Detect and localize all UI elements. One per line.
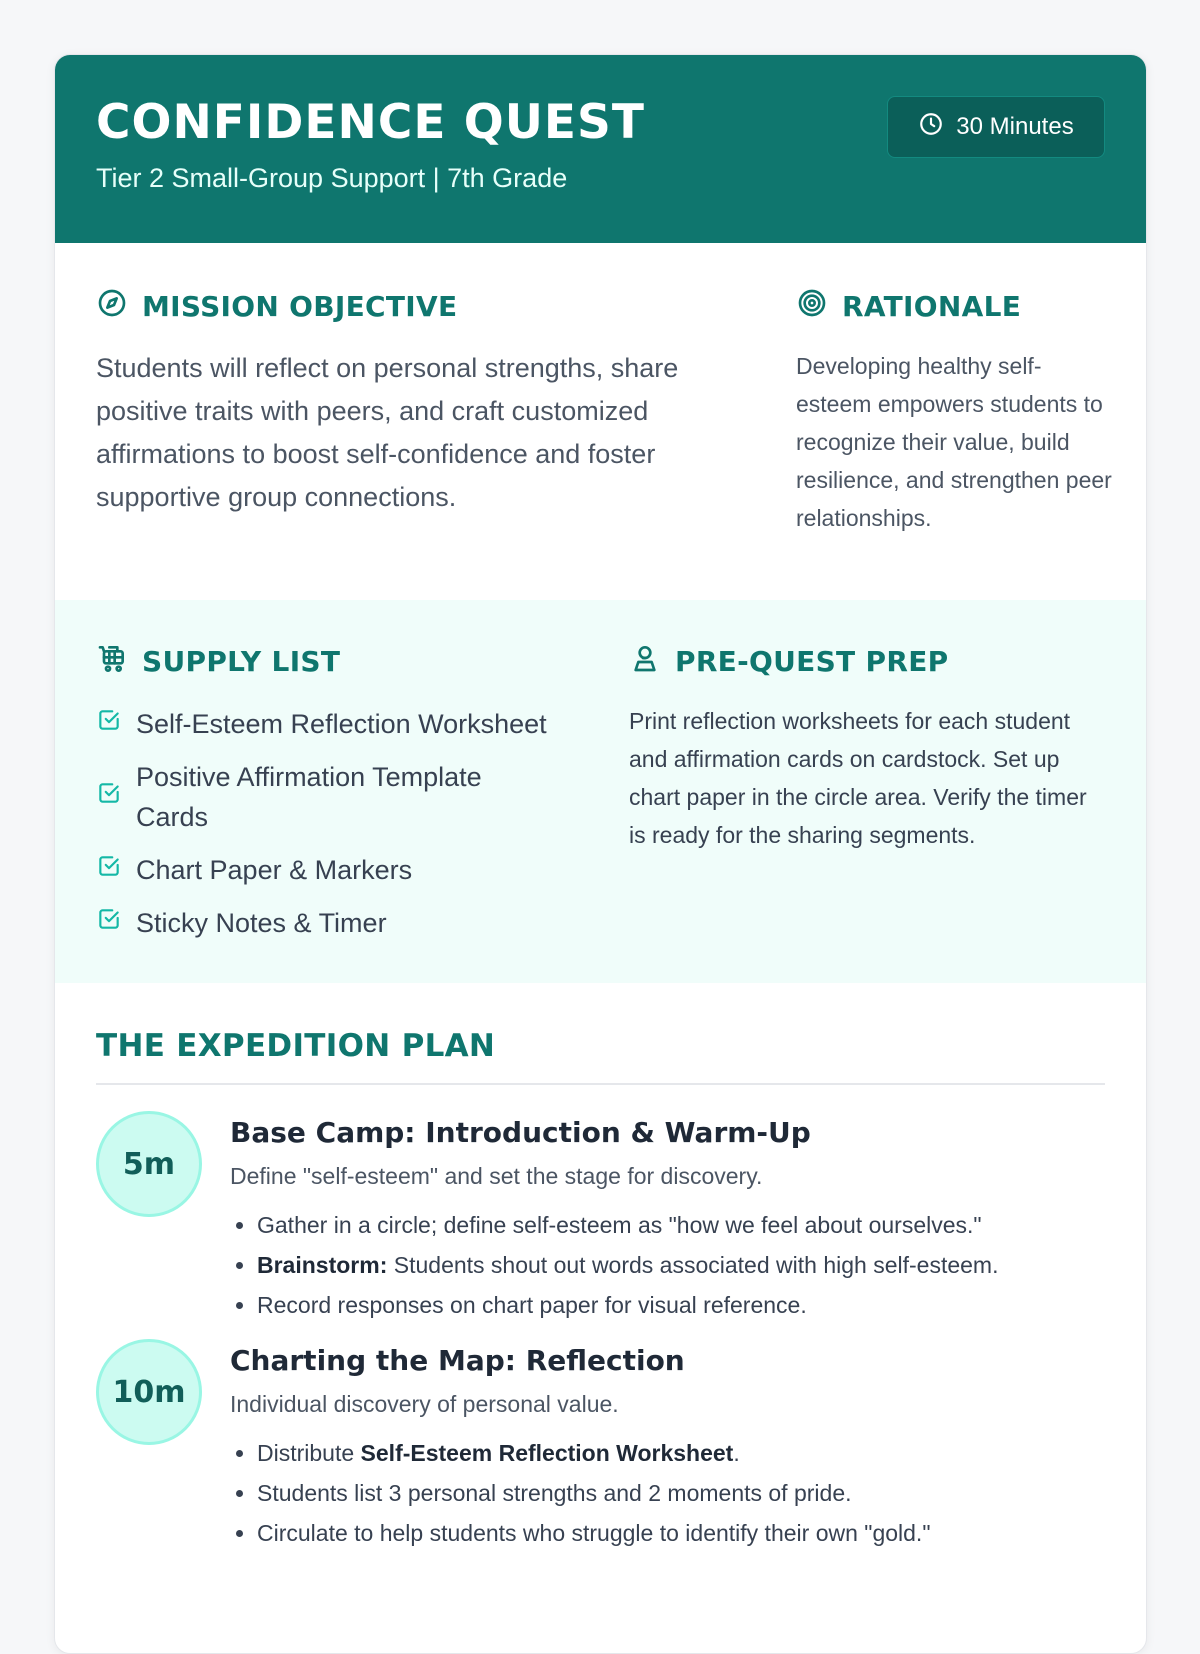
step-title: Charting the Map: Reflection: [230, 1344, 685, 1377]
mission-objective-text: Students will reflect on personal strengths, share positive traits with peers, and craft customized affirmations to boost self-confidence and foster supportive group connections.: [96, 353, 679, 512]
rationale-heading: [796, 287, 1116, 327]
step-bullet-text: Gather in a circle; define self-esteem as "how we feel about ourselves.": [257, 1212, 982, 1238]
step-bullet: [257, 1205, 1105, 1245]
compass-icon: [96, 287, 128, 327]
supply-section: [55, 600, 1146, 983]
mission-objective: [96, 287, 726, 519]
rationale: [796, 287, 1116, 537]
step-bullet-text: .: [733, 1440, 740, 1466]
clock-icon: [918, 111, 944, 144]
supply-item-label: Sticky Notes & Timer: [136, 908, 387, 938]
lesson-card: [54, 54, 1147, 1654]
checkbox-checked-icon: [96, 850, 122, 890]
step-bullet-bold: Self-Esteem Reflection Worksheet: [360, 1440, 734, 1466]
step-bullet-text: Distribute: [257, 1440, 361, 1466]
page-subtitle: Tier 2 Small-Group Support | 7th Grade: [96, 163, 568, 193]
step-bullet-text: Circulate to help students who struggle to identify their own "gold.": [257, 1520, 931, 1546]
pre-quest-prep: [629, 642, 1109, 854]
step-bullet: [257, 1285, 1105, 1325]
shopping-cart-icon: [96, 642, 128, 682]
step-bullet-text: Students list 3 personal strengths and 2 moments of pride.: [257, 1480, 852, 1506]
duration-label: 30 Minutes: [956, 113, 1074, 140]
checkbox-checked-icon: [96, 704, 122, 744]
page-title: CONFIDENCE QUEST: [96, 95, 645, 150]
plan-step: [96, 1111, 1105, 1331]
step-bullets: [230, 1433, 1105, 1553]
supply-item-label: Positive Affirmation Template Cards: [136, 762, 482, 832]
supply-items: [96, 704, 586, 943]
checkbox-checked-icon: [96, 903, 122, 943]
supply-list-label: SUPPLY LIST: [142, 645, 341, 678]
step-bullet-text: Students shout out words associated with high self-esteem.: [387, 1252, 999, 1278]
mission-objective-heading: [96, 287, 726, 327]
step-time-badge: 10m: [96, 1339, 202, 1445]
step-description: Individual discovery of personal value.: [230, 1391, 619, 1417]
lesson-header: [55, 55, 1146, 243]
user-pin-icon: [629, 642, 661, 682]
pre-quest-prep-label: PRE-QUEST PREP: [675, 645, 949, 678]
duration-badge: [887, 96, 1105, 158]
supply-item-label: Chart Paper & Markers: [136, 855, 413, 885]
mission-objective-label: MISSION OBJECTIVE: [142, 290, 458, 323]
pre-quest-prep-text: Print reflection worksheets for each student and affirmation cards on cardstock. Set up chart paper in the circle area. Verify the timer is ready for the sharing segments.: [629, 708, 1087, 848]
pre-quest-prep-heading: [629, 642, 1109, 682]
target-icon: [796, 287, 828, 327]
objective-section: [55, 243, 1146, 600]
rationale-label: RATIONALE: [842, 290, 1022, 323]
expedition-plan-section: [55, 983, 1146, 1559]
supply-list-heading: [96, 642, 586, 682]
step-bullet: [257, 1473, 1105, 1513]
step-bullet: [257, 1513, 1105, 1553]
supply-item: [96, 850, 586, 890]
step-bullet: [257, 1245, 1105, 1285]
step-bullets: [230, 1205, 1105, 1325]
step-bullet-text: Record responses on chart paper for visual reference.: [257, 1292, 807, 1318]
step-time-badge: 5m: [96, 1111, 202, 1217]
supply-item: [96, 903, 586, 943]
supply-item: [96, 757, 586, 837]
step-title: Base Camp: Introduction & Warm-Up: [230, 1116, 811, 1149]
expedition-plan-heading: THE EXPEDITION PLAN: [96, 1027, 1105, 1085]
checkbox-checked-icon: [96, 777, 122, 817]
plan-step: [96, 1339, 1105, 1559]
step-description: Define "self-esteem" and set the stage for discovery.: [230, 1163, 763, 1189]
supply-item-label: Self-Esteem Reflection Worksheet: [136, 709, 547, 739]
supply-list: [96, 642, 586, 956]
supply-item: [96, 704, 586, 744]
step-bullet: [257, 1433, 1105, 1473]
step-bullet-bold: Brainstorm:: [257, 1252, 388, 1278]
rationale-text: Developing healthy self-esteem empowers students to recognize their value, build resilience, and strengthen peer relationships.: [796, 353, 1112, 531]
